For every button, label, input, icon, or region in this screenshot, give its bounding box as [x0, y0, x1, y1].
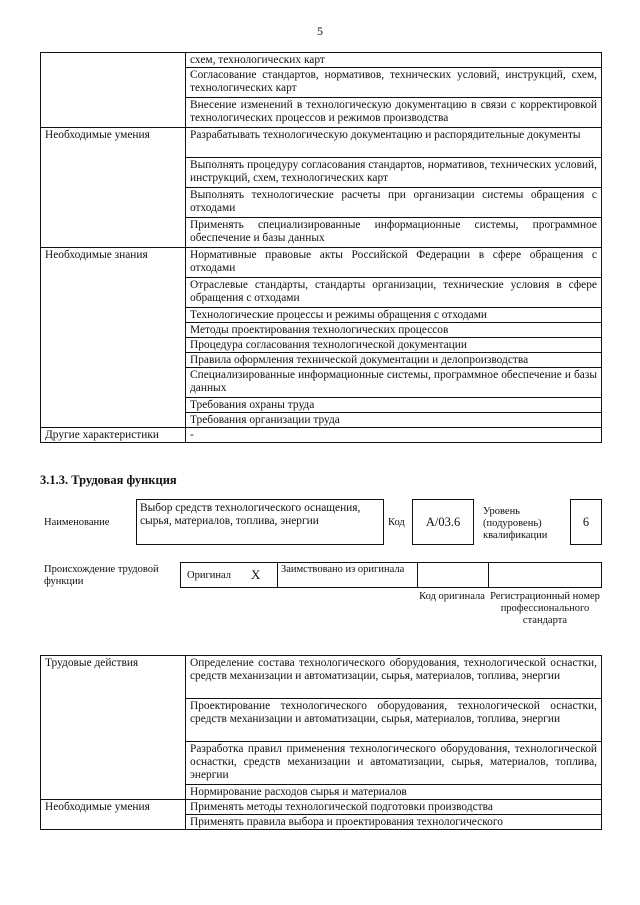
name-label: Наименование [44, 517, 110, 528]
code-original-cell [417, 563, 489, 587]
original-cell [181, 563, 278, 587]
function-table [40, 655, 602, 830]
table-cell: Определение состава технологического оборудования, технологической оснастки, средств механизации и автоматизации, сырья, материалов, топлива, энергии [186, 656, 602, 699]
original-label: Оригинал [187, 570, 231, 581]
table-cell: Разрабатывать технологическую документацию и распорядительные документы [186, 128, 602, 158]
requirements-table-continued [40, 52, 602, 443]
row-label: Трудовые действия [41, 656, 186, 800]
table-cell: Процедура согласования технологической документации [186, 338, 602, 353]
table-cell: Специализированные информационные системы, программное обеспечение и базы данных [186, 368, 602, 398]
table-row [41, 428, 602, 443]
table-row [41, 248, 602, 278]
table-cell: Требования организации труда [186, 413, 602, 428]
row-label: Другие характеристики [41, 428, 186, 443]
section-heading: 3.1.3. Трудовая функция [40, 473, 177, 487]
table-cell: Проектирование технологического оборудования, технологической оснастки, средств механизации и автоматизации, сырья, материалов, топлива, энергии [186, 699, 602, 742]
table-cell: Применять специализированные информационные системы, программное обеспечение и базы данных [186, 218, 602, 248]
table-cell: схем, технологических карт [186, 53, 602, 68]
table-cell: Нормативные правовые акты Российской Федерации в сфере обращения с отходами [186, 248, 602, 278]
row-label: Необходимые знания [41, 248, 186, 428]
name-value: Выбор средств технологического оснащения, сырья, материалов, топлива, энергии [140, 502, 361, 527]
table-cell: Правила оформления технической документации и делопроизводства [186, 353, 602, 368]
table-cell: Разработка правил применения технологического оборудования, технологической оснастки, средств механизации и автоматизации, сырья, материалов, топлива, энергии [186, 742, 602, 785]
table-cell: Требования охраны труда [186, 398, 602, 413]
level-value-box [570, 499, 602, 545]
table-cell: Нормирование расходов сырья и материалов [186, 785, 602, 800]
row-label [41, 53, 186, 128]
name-value-box [136, 499, 384, 545]
page-number: 5 [317, 24, 323, 38]
code-label: Код [388, 517, 405, 528]
code-value: А/03.6 [425, 515, 461, 529]
table-row [41, 128, 602, 158]
table-cell: - [186, 428, 602, 443]
table-cell: Выполнять процедуру согласования стандартов, нормативов, технических условий, инструкций, схем, технологических карт [186, 158, 602, 188]
table-cell: Выполнять технологические расчеты при организации системы обращения с отходами [186, 188, 602, 218]
table-cell: Технологические процессы и режимы обращения с отходами [186, 308, 602, 323]
table-cell: Применять методы технологической подготовки производства [186, 800, 602, 815]
table-cell: Отраслевые стандарты, стандарты организации, технические условия в сфере обращения с отходами [186, 278, 602, 308]
origin-label: Происхождение трудовой функции [44, 564, 159, 587]
reg-number-caption: Регистрационный номер профессионального стандарта [490, 591, 600, 626]
table-row [41, 53, 602, 68]
table-cell: Методы проектирования технологических процессов [186, 323, 602, 338]
original-mark: X [251, 567, 261, 582]
level-value: 6 [582, 515, 590, 529]
row-label: Необходимые умения [41, 800, 186, 830]
code-value-box [412, 499, 474, 545]
origin-box [180, 562, 602, 588]
table-row [41, 656, 602, 699]
table-cell: Применять правила выбора и проектирования технологического [186, 815, 602, 830]
level-label: Уровень (подуровень) квалификации [483, 506, 548, 541]
borrowed-label: Заимствовано из оригинала [281, 564, 405, 575]
table-cell: Согласование стандартов, нормативов, технических условий, инструкций, схем, технологических карт [186, 68, 602, 98]
code-original-caption: Код оригинала [419, 591, 485, 602]
table-cell: Внесение изменений в технологическую документацию в связи с корректировкой технологических процессов и режимов производства [186, 98, 602, 128]
row-label: Необходимые умения [41, 128, 186, 248]
table-row [41, 800, 602, 815]
